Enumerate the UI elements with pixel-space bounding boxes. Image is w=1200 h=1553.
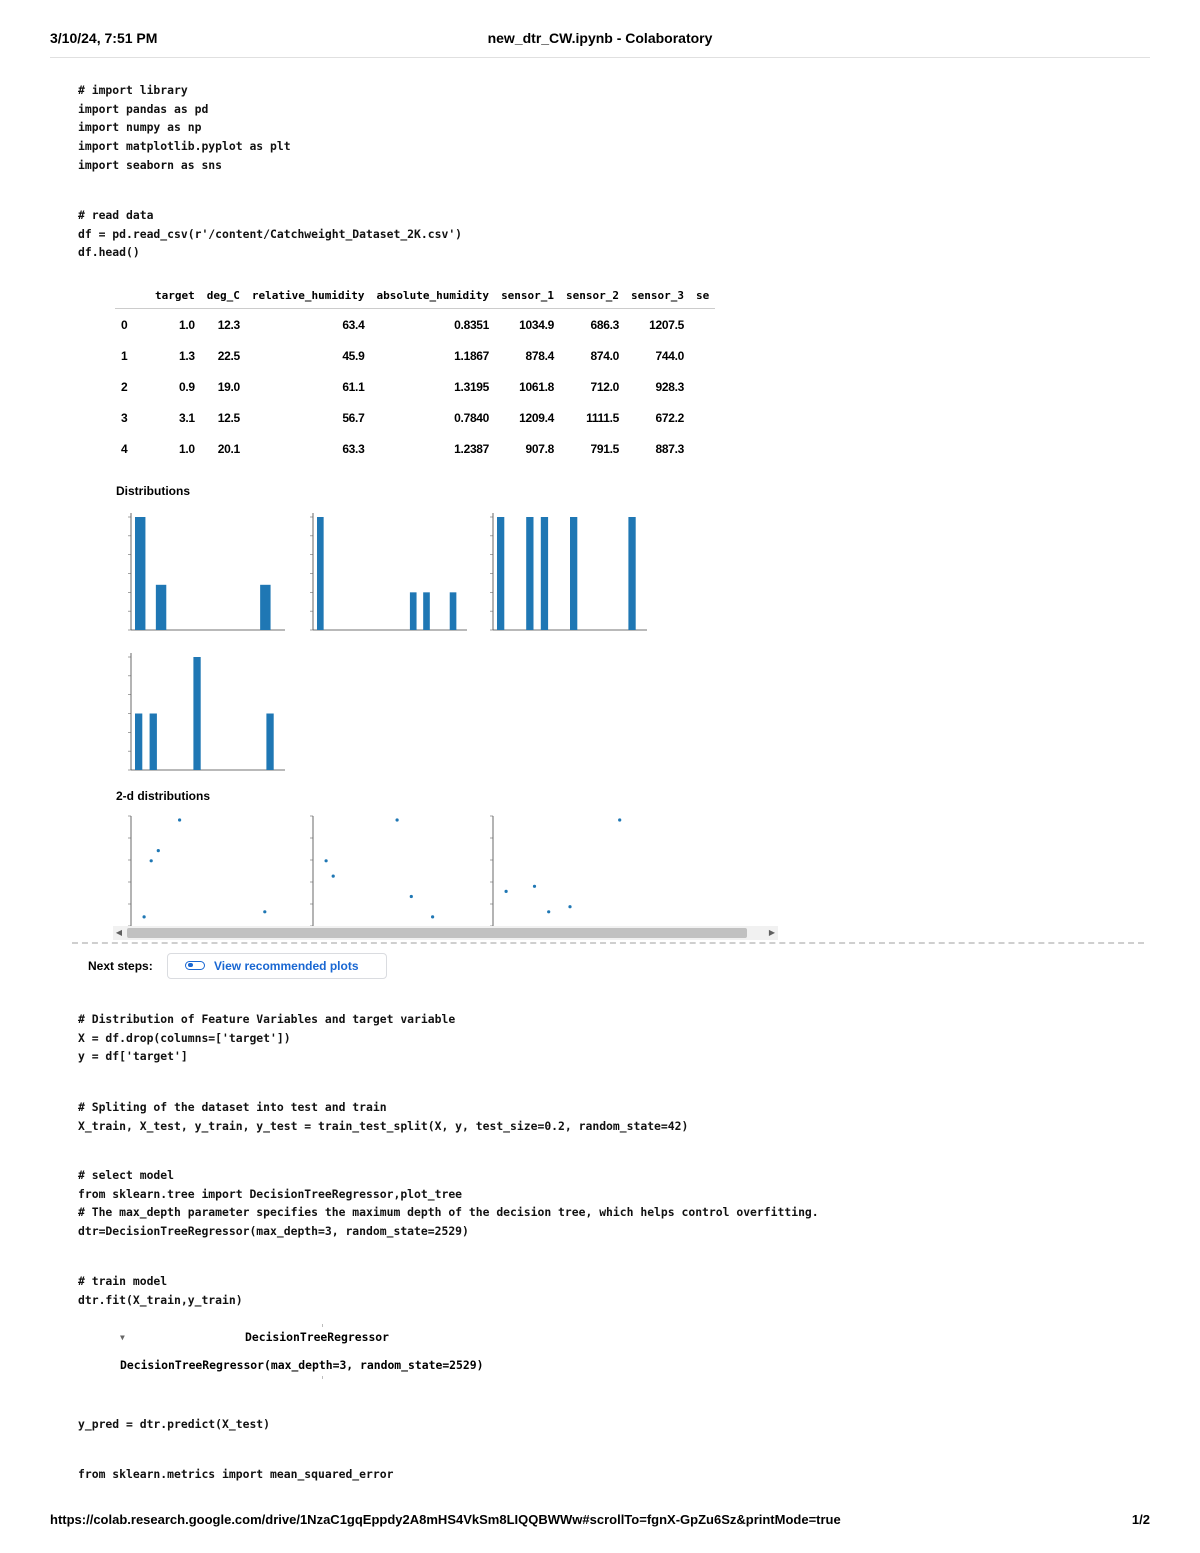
view-recommended-plots-button[interactable] — [167, 953, 387, 979]
histogram-bar — [410, 592, 417, 630]
scatter-point — [533, 885, 536, 888]
scatter-point — [143, 915, 146, 918]
table-cell: 1.3 — [178, 348, 195, 363]
code-cell-train[interactable]: # train model dtr.fit(X_train,y_train) — [78, 1274, 243, 1307]
scroll-right-arrow-icon[interactable]: ▶ — [768, 928, 776, 937]
table-cell: 12.5 — [217, 410, 240, 425]
estimator-bottom-tick — [322, 1376, 323, 1379]
table-row — [115, 309, 715, 341]
scatter-point — [547, 910, 550, 913]
scatter-point — [568, 905, 571, 908]
table-cell: 0.8351 — [454, 317, 490, 332]
table-cell: 1.0 — [178, 441, 195, 456]
histogram-bar — [497, 517, 504, 630]
table-cell: 19.0 — [217, 379, 240, 394]
page-number: 1/2 — [1131, 1512, 1150, 1527]
column-header: sensor_1 — [495, 282, 560, 309]
table-cell: 63.4 — [342, 317, 365, 332]
table-cell: 1209.4 — [519, 410, 555, 425]
collapse-triangle-icon[interactable]: ▼ — [120, 1333, 125, 1342]
histogram-relative-humidity — [475, 505, 655, 640]
scatter-point — [332, 875, 335, 878]
table-cell: 791.5 — [590, 441, 620, 456]
table-cell: 1111.5 — [586, 410, 620, 425]
column-header: absolute_humidity — [370, 282, 495, 309]
scatter-point — [505, 890, 508, 893]
table-cell: 1.2387 — [454, 441, 490, 456]
scrollbar-thumb[interactable] — [127, 928, 747, 938]
table-cell: 1207.5 — [649, 317, 685, 332]
estimator-repr: DecisionTreeRegressor(max_depth=3, random_state=2529) — [120, 1358, 484, 1372]
scatter-point — [396, 818, 399, 821]
scatter-point — [263, 910, 266, 913]
header-divider — [50, 57, 1150, 58]
scatter-plot-3 — [475, 810, 655, 928]
histogram-absolute-humidity — [113, 645, 293, 780]
column-header — [115, 282, 149, 309]
histogram-bar — [317, 517, 324, 630]
column-header: relative_humidity — [246, 282, 371, 309]
scatter-point — [157, 849, 160, 852]
code-cell-split[interactable]: # Spliting of the dataset into test and train X_train, X_test, y_train, y_test = train_test_split(X, y, test_size=0.2, random_state=42) — [78, 1100, 689, 1133]
scatter-plot-1 — [113, 810, 293, 928]
table-cell: 686.3 — [590, 317, 620, 332]
code-cell-read-data[interactable]: # read data df = pd.read_csv(r'/content/Catchweight_Dataset_2K.csv') df.head() — [78, 208, 463, 260]
next-steps-label: Next steps: — [88, 959, 153, 973]
view-recommended-plots-label: View recommended plots — [214, 959, 359, 973]
scroll-left-arrow-icon[interactable]: ◀ — [115, 928, 123, 937]
table-row — [115, 433, 715, 464]
code-cell-features[interactable]: # Distribution of Feature Variables and target variable X = df.drop(columns=['target']) y = df['target'] — [78, 1012, 456, 1064]
table-cell: 22.5 — [217, 348, 240, 363]
toggle-icon — [185, 961, 205, 970]
histogram-bar — [150, 714, 157, 771]
row-index: 4 — [121, 441, 128, 456]
table-cell: 20.1 — [217, 441, 240, 456]
code-cell-select-model[interactable]: # select model from sklearn.tree import DecisionTreeRegressor,plot_tree # The max_depth parameter specifies the maximum depth of the decision tree, which helps control overfitting. dtr=DecisionTreeRegressor(max_depth=3, random_state=2529) — [78, 1168, 819, 1239]
table-cell: 1034.9 — [519, 317, 555, 332]
table-row — [115, 371, 715, 402]
histogram-bar — [135, 517, 145, 630]
print-footer — [50, 1512, 1150, 1527]
table-cell: 1.3195 — [454, 379, 490, 394]
histogram-bar — [266, 714, 273, 771]
scatter-plot-2 — [295, 810, 475, 928]
code-cell-predict[interactable]: y_pred = dtr.predict(X_test) — [78, 1417, 271, 1431]
table-cell: 61.1 — [342, 379, 365, 394]
table-cell: 907.8 — [525, 441, 555, 456]
output-divider — [72, 942, 1144, 944]
scatter-point — [150, 859, 153, 862]
table-cell: 878.4 — [525, 348, 555, 363]
column-header: se — [690, 282, 715, 309]
code-cell-imports[interactable]: # import library import pandas as pd import numpy as np import matplotlib.pyplot as plt import seaborn as sns — [78, 83, 291, 172]
column-header: target — [149, 282, 201, 309]
table-cell: 1.0 — [178, 317, 195, 332]
histogram-bar — [156, 585, 166, 630]
estimator-name: DecisionTreeRegressor — [245, 1330, 390, 1344]
print-header — [50, 30, 1150, 50]
table-cell: 0.9 — [178, 379, 195, 394]
table-cell: 12.3 — [217, 317, 240, 332]
dataframe-body — [115, 309, 715, 465]
print-url: https://colab.research.google.com/drive/1NzaC1gqEppdy2A8mHS4VkSm8LIQQBWWw#scrollTo=fgnX-GpZu6Sz&printMode=true — [50, 1512, 841, 1527]
dataframe-output — [115, 282, 715, 464]
scatter-point — [410, 895, 413, 898]
distributions-2d-title: 2-d distributions — [116, 789, 210, 803]
histogram-bar — [526, 517, 533, 630]
scatter-point — [431, 915, 434, 918]
histogram-bar — [135, 714, 142, 771]
row-index: 1 — [121, 348, 128, 363]
histogram-bar — [541, 517, 548, 630]
table-cell: 63.3 — [342, 441, 365, 456]
table-row — [115, 340, 715, 371]
print-title: new_dtr_CW.ipynb - Colaboratory — [487, 30, 713, 46]
print-datetime: 3/10/24, 7:51 PM — [50, 30, 158, 46]
table-cell: 0.7840 — [454, 410, 490, 425]
histogram-deg-c — [295, 505, 475, 640]
column-header: sensor_2 — [560, 282, 625, 309]
output-horizontal-scrollbar[interactable] — [113, 926, 778, 940]
scatter-point — [178, 818, 181, 821]
histogram-target — [113, 505, 293, 640]
histogram-bar — [260, 585, 270, 630]
histogram-bar — [193, 657, 200, 770]
histogram-bar — [450, 592, 457, 630]
distributions-title: Distributions — [116, 484, 190, 498]
table-cell: 928.3 — [655, 379, 685, 394]
histogram-bar — [628, 517, 635, 630]
table-cell: 1061.8 — [519, 379, 555, 394]
estimator-top-tick — [322, 1324, 323, 1327]
scatter-point — [618, 818, 621, 821]
table-cell: 887.3 — [655, 441, 685, 456]
histogram-bar — [570, 517, 577, 630]
column-header: deg_C — [201, 282, 246, 309]
table-cell: 1.1867 — [454, 348, 490, 363]
row-index: 3 — [121, 410, 128, 425]
table-cell: 45.9 — [342, 348, 365, 363]
column-header: sensor_3 — [625, 282, 690, 309]
table-cell: 672.2 — [655, 410, 685, 425]
code-cell-metrics[interactable]: from sklearn.metrics import mean_squared_error — [78, 1467, 394, 1481]
dataframe-header-row — [115, 282, 715, 309]
row-index: 0 — [121, 317, 128, 332]
table-cell: 874.0 — [590, 348, 620, 363]
histogram-bar — [423, 592, 430, 630]
table-cell: 56.7 — [342, 410, 365, 425]
table-cell: 712.0 — [590, 379, 620, 394]
row-index: 2 — [121, 379, 128, 394]
scatter-point — [325, 859, 328, 862]
table-row — [115, 402, 715, 433]
table-cell: 3.1 — [178, 410, 195, 425]
table-cell: 744.0 — [655, 348, 685, 363]
